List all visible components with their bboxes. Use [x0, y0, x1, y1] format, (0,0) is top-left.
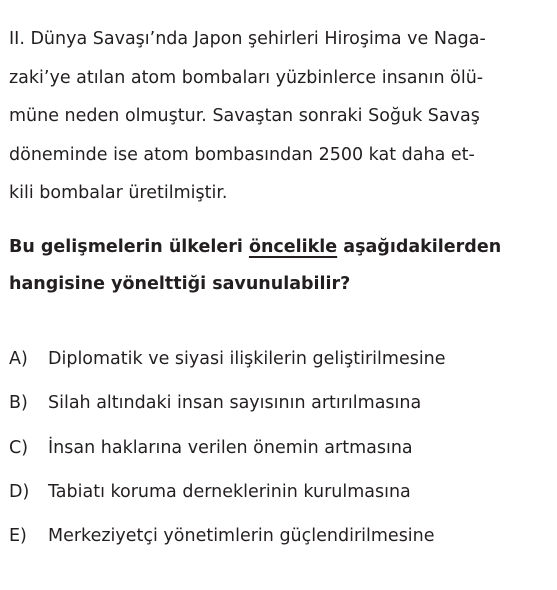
option-b[interactable]	[9, 381, 549, 425]
option-letter: D)	[9, 481, 30, 502]
underlined-keyword: öncelikle	[248, 237, 338, 257]
option-c[interactable]	[9, 426, 549, 470]
option-e[interactable]	[9, 514, 549, 558]
answer-options	[9, 337, 549, 558]
paragraph-line: II. Dünya Savaşı’nda Japon şehirleri Hiroşima ve Naga-	[9, 29, 486, 49]
paragraph-line: zaki’ye atılan atom bombaları yüzbinlerce insanın ölü-	[9, 67, 484, 88]
option-letter: A)	[9, 349, 28, 369]
question-line-2: hangisine yönelttiği savunulabilir?	[9, 274, 351, 294]
question-stem-paragraph	[9, 20, 549, 213]
paragraph-line: müne neden olmuştur. Savaştan sonraki Soğuk Savaş	[9, 106, 480, 126]
option-letter: E)	[9, 526, 27, 547]
option-a[interactable]	[9, 337, 549, 381]
question-prompt	[9, 229, 549, 303]
paragraph-line: kili bombalar üretilmiştir.	[9, 183, 228, 203]
question-line-1	[9, 229, 549, 266]
option-letter: B)	[9, 393, 28, 414]
option-text: Merkeziyetçi yönetimlerin güçlendirilmesine	[48, 526, 435, 547]
option-letter: C)	[9, 437, 29, 458]
paragraph-line: döneminde ise atom bombasından 2500 kat daha et-	[9, 144, 475, 165]
option-text: İnsan haklarına verilen önemin artmasına	[48, 437, 413, 458]
option-text: Diplomatik ve siyasi ilişkilerin geliştirilmesine	[48, 349, 446, 369]
option-text: Tabiatı koruma derneklerinin kurulmasına	[48, 481, 411, 502]
question-text: aşağıdakilerden	[337, 237, 502, 257]
option-d[interactable]	[9, 470, 549, 514]
question-text: Bu gelişmelerin ülkeleri	[9, 237, 249, 257]
option-text: Silah altındaki insan sayısının artırılmasına	[48, 393, 422, 414]
